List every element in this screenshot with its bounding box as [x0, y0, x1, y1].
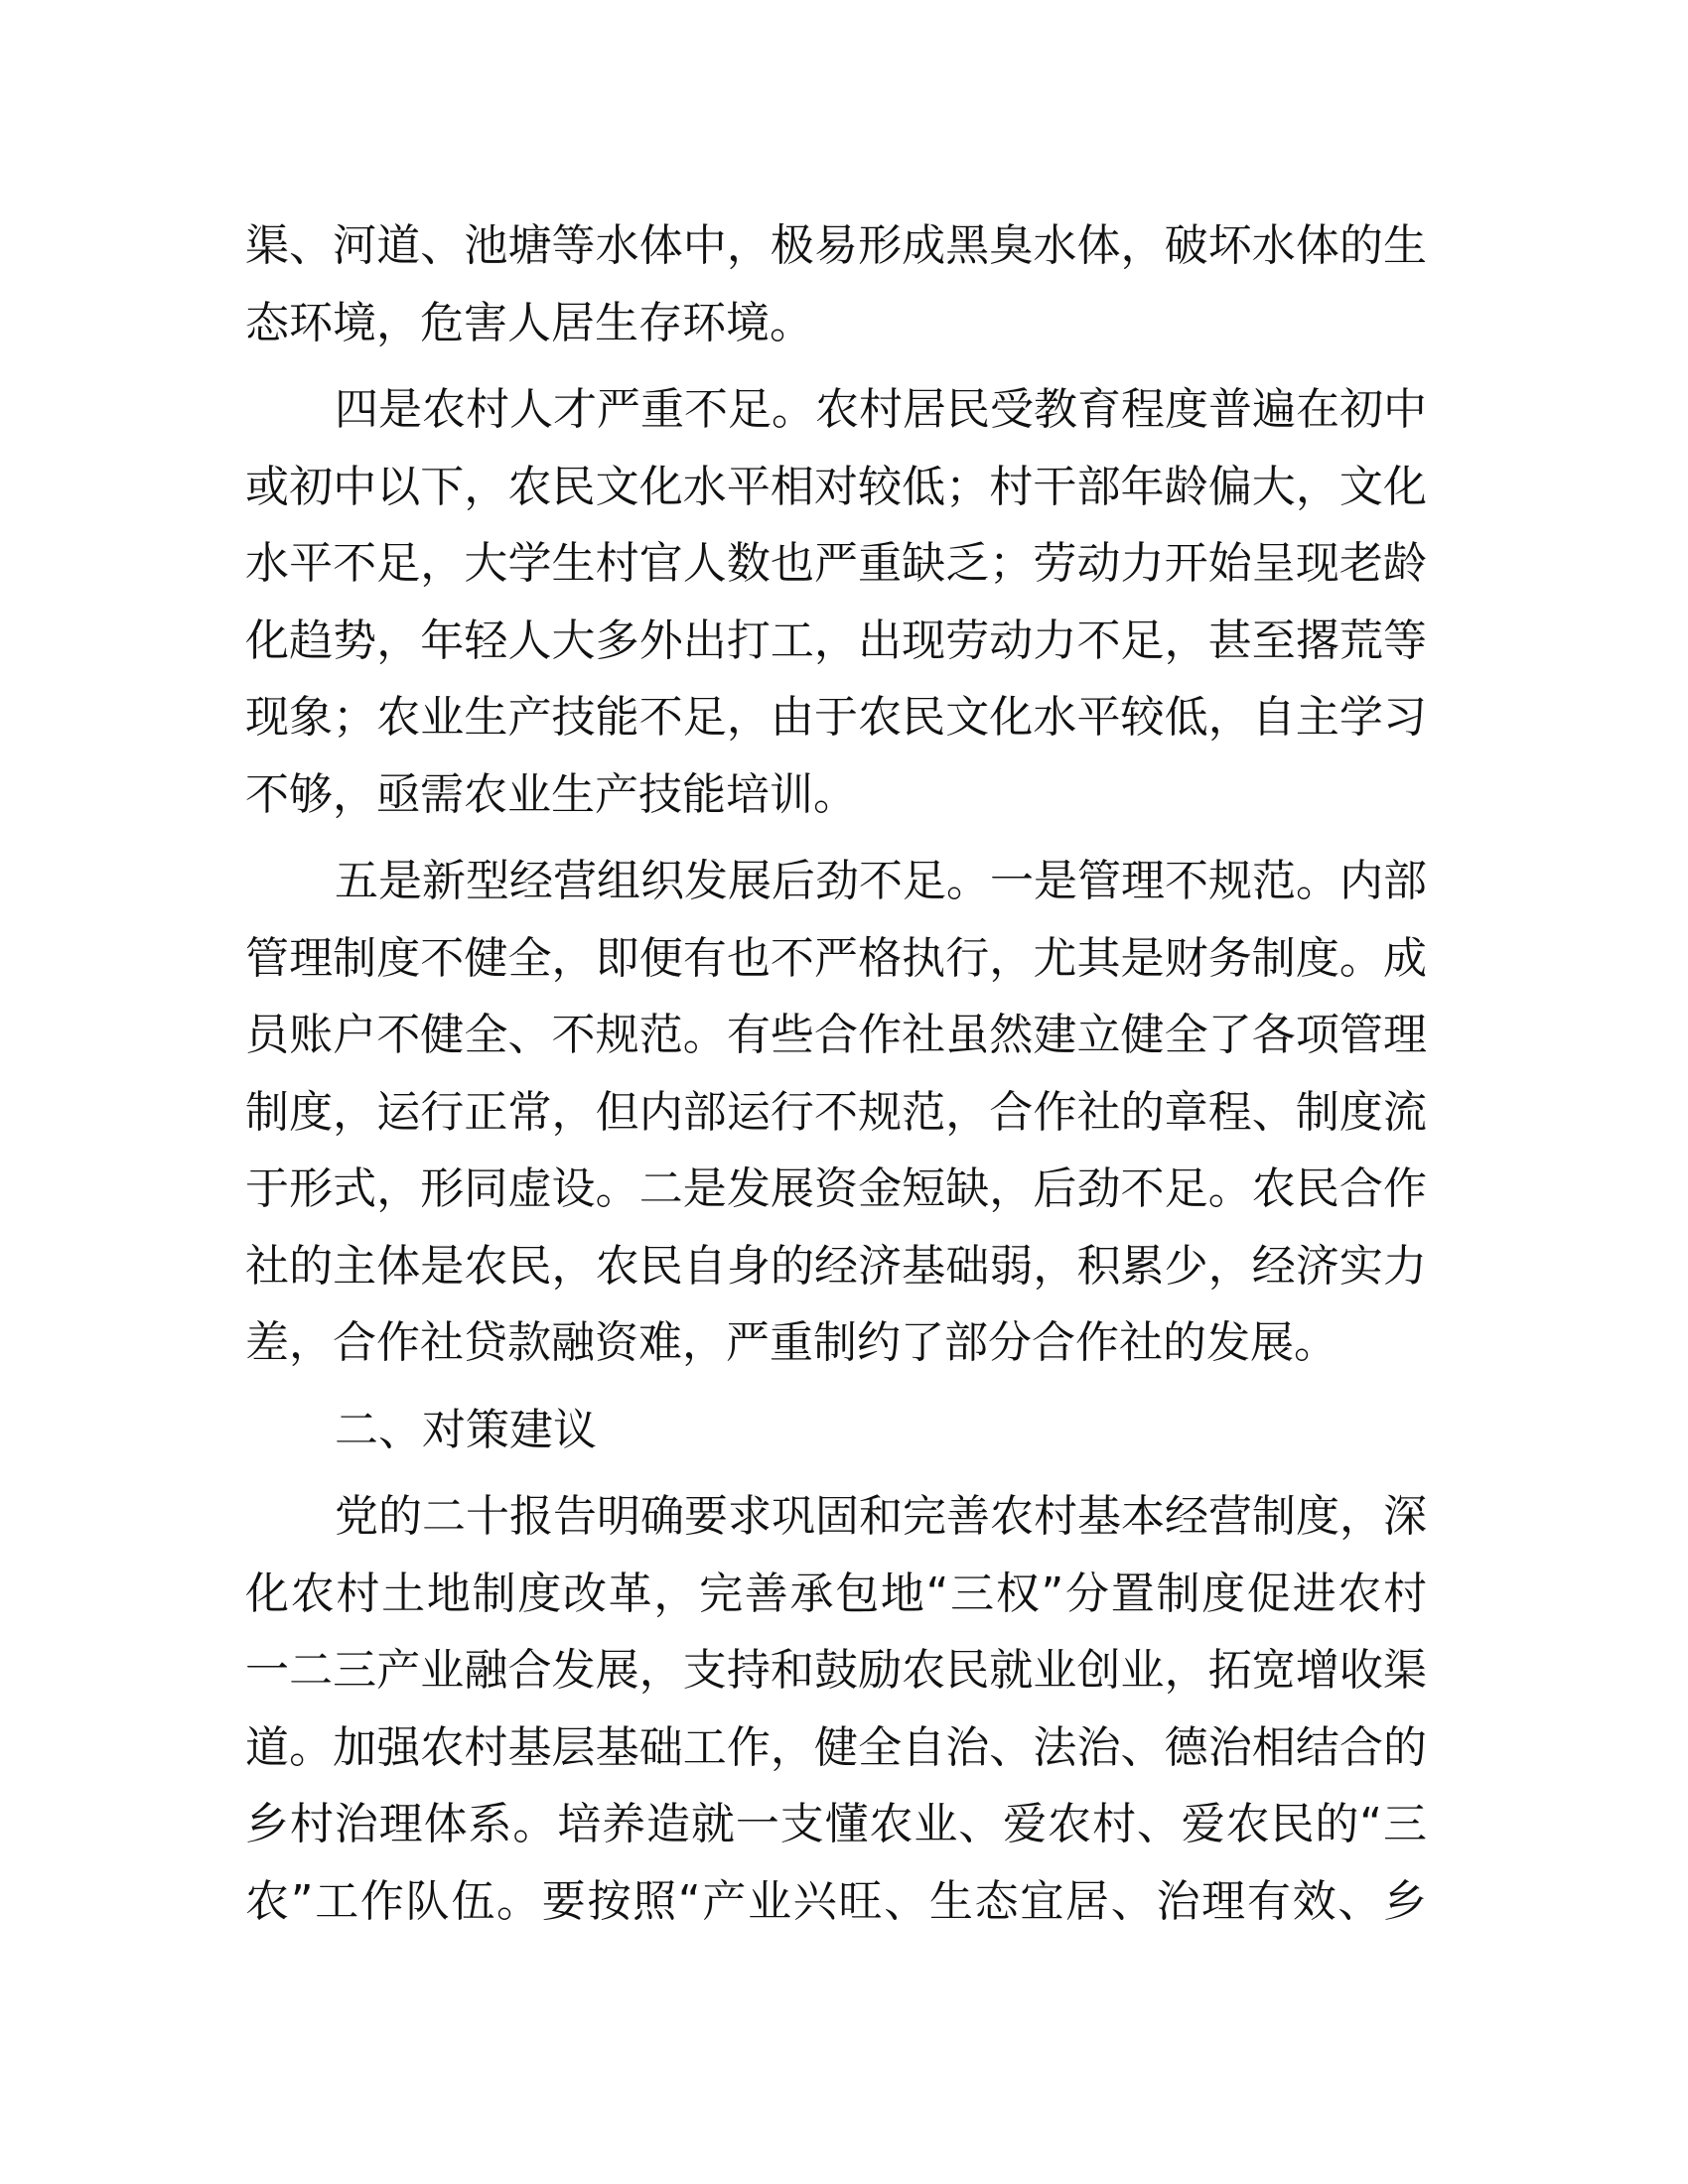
text-line: 化趋势，年轻人大多外出打工，出现劳动力不足，甚至撂荒等 [245, 614, 1427, 666]
text-line: 制度，运行正常，但内部运行不规范，合作社的章程、制度流 [245, 1086, 1427, 1138]
text-line: 管理制度不健全，即便有也不严格执行，尤其是财务制度。成 [245, 932, 1427, 984]
text-line: 四是农村人才严重不足。农村居民受教育程度普遍在初中 [335, 384, 1427, 435]
text-line: 差，合作社贷款融资难，严重制约了部分合作社的发展。 [245, 1317, 1337, 1368]
text-line: 二、对策建议 [335, 1404, 597, 1455]
text-line: 党的二十报告明确要求巩固和完善农村基本经营制度，深 [335, 1491, 1427, 1542]
text-line: 渠、河道、池塘等水体中，极易形成黑臭水体，破坏水体的生 [245, 220, 1427, 271]
paragraph [245, 1478, 1427, 1940]
text-line: 社的主体是农民，农民自身的经济基础弱，积累少，经济实力 [245, 1240, 1427, 1292]
text-line: 乡村治理体系。培养造就一支懂农业、爱农村、爱农民的“三 [245, 1799, 1427, 1849]
text-line: 于形式，形同虚设。二是发展资金短缺，后劲不足。农民合作 [245, 1163, 1427, 1214]
text-line: 五是新型经营组织发展后劲不足。一是管理不规范。内部 [335, 856, 1427, 906]
text-line: 不够，亟需农业生产技能培训。 [245, 768, 857, 820]
text-line: 现象；农业生产技能不足，由于农民文化水平较低，自主学习 [245, 692, 1427, 743]
section-heading [245, 1392, 1427, 1469]
text-line: 农”工作队伍。要按照“产业兴旺、生态宜居、治理有效、乡 [245, 1875, 1427, 1927]
text-line: 一二三产业融合发展，支持和鼓励农民就业创业，拓宽增收渠 [245, 1645, 1427, 1696]
text-line: 水平不足，大学生村官人数也严重缺乏；劳动力开始呈现老龄 [245, 538, 1427, 589]
text-line: 或初中以下，农民文化水平相对较低；村干部年龄偏大，文化 [245, 461, 1427, 512]
text-line: 员账户不健全、不规范。有些合作社虽然建立健全了各项管理 [245, 1010, 1427, 1060]
text-line: 化农村土地制度改革，完善承包地“三权”分置制度促进农村 [245, 1568, 1427, 1619]
paragraph [245, 371, 1427, 833]
paragraph [245, 843, 1427, 1382]
document-page [245, 207, 1427, 1950]
paragraph [245, 207, 1427, 361]
text-line: 态环境，危害人居生存环境。 [245, 297, 813, 348]
text-line: 道。加强农村基层基础工作，健全自治、法治、德治相结合的 [245, 1721, 1427, 1773]
